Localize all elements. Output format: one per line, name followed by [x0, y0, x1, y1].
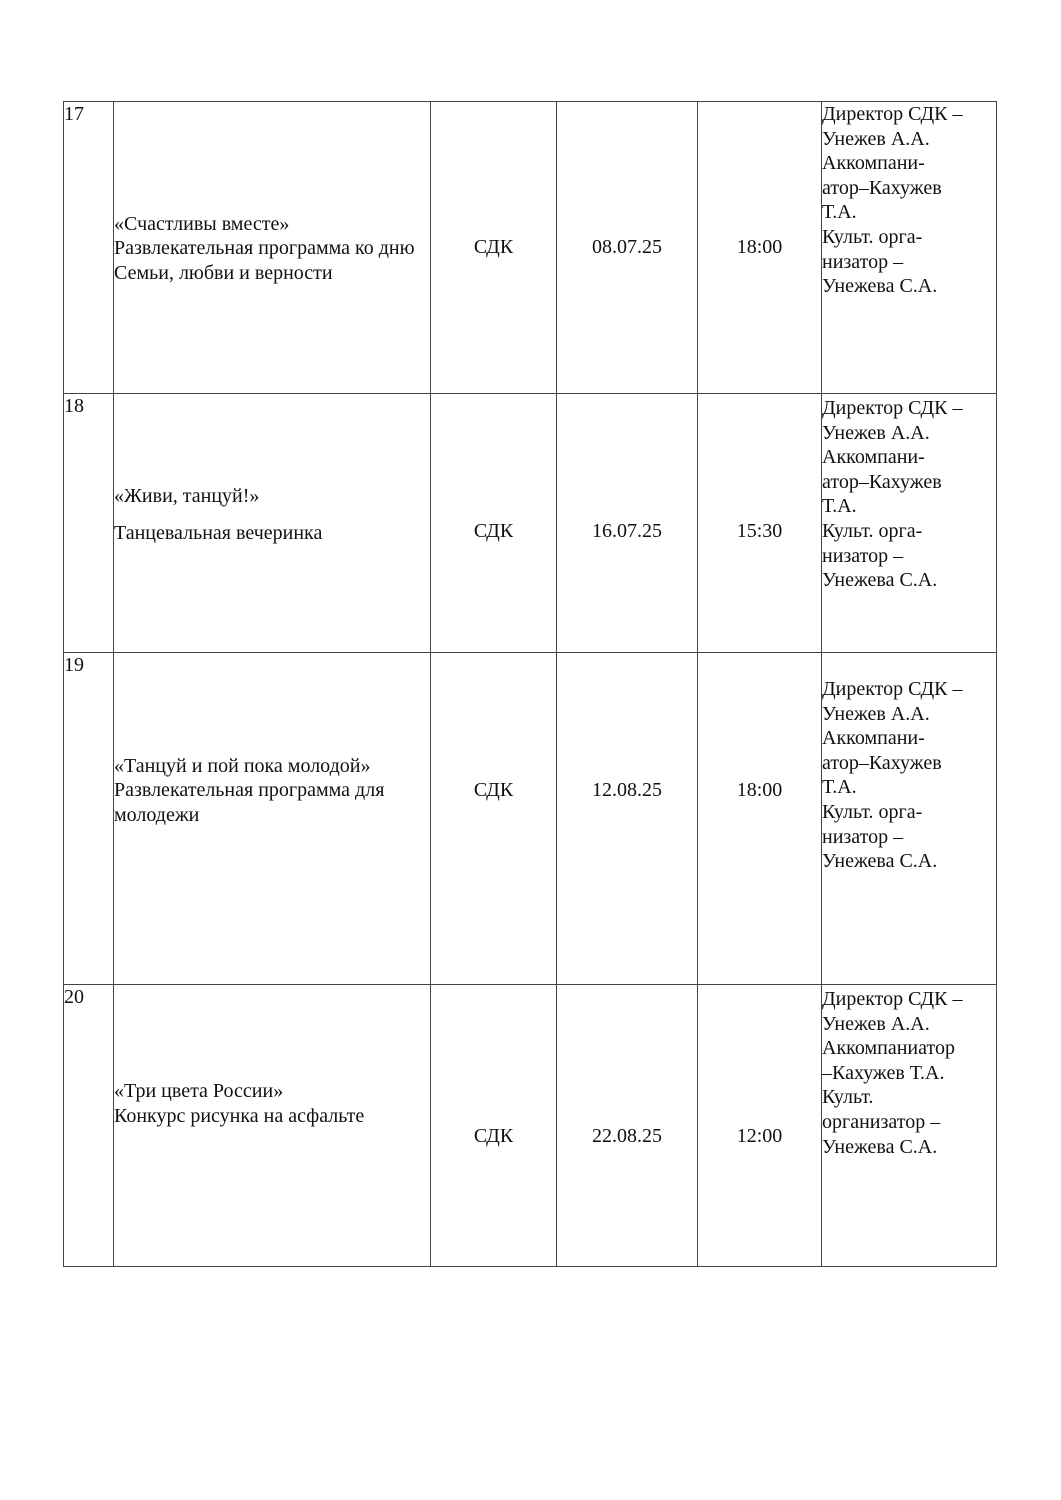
event-description: Конкурс рисунка на асфальте	[114, 1104, 365, 1127]
table-row	[64, 653, 997, 985]
event-cell	[114, 985, 431, 1267]
event-cell	[114, 102, 431, 394]
event-description: Развлекательная программа ко дню Семьи, любви и верности	[114, 237, 415, 284]
event-description: Развлекательная программа для молодежи	[114, 779, 385, 826]
responsible-line: низатор –	[822, 544, 904, 567]
responsible-line: атор–Кахужев	[822, 751, 942, 774]
events-schedule-table	[63, 101, 997, 1267]
table-row	[64, 394, 997, 653]
row-number: 20	[64, 985, 114, 1267]
event-place: СДК	[431, 985, 557, 1267]
responsible-line: низатор –	[822, 825, 904, 848]
event-cell	[114, 653, 431, 985]
responsible-line: Культ.	[822, 1086, 874, 1109]
event-date: 12.08.25	[557, 653, 698, 985]
event-place: СДК	[431, 653, 557, 985]
event-date: 16.07.25	[557, 394, 698, 653]
event-date: 22.08.25	[557, 985, 698, 1267]
responsible-line: Директор СДК –	[822, 397, 963, 419]
responsible-line: низатор –	[822, 250, 904, 273]
row-number: 17	[64, 102, 114, 394]
responsible-line: Унежев А.А.	[822, 702, 930, 725]
responsible-line: атор–Кахужев	[822, 176, 942, 199]
responsible-line: Унежев А.А.	[822, 127, 930, 150]
event-cell	[114, 394, 431, 653]
row-number: 18	[64, 394, 114, 653]
responsible-cell	[822, 985, 997, 1267]
responsible-line: Аккомпани-	[822, 446, 925, 469]
responsible-line: Унежев А.А.	[822, 421, 930, 444]
event-time: 18:00	[698, 102, 822, 394]
responsible-line: Т.А.	[822, 495, 857, 518]
responsible-line: Культ. орга-	[822, 519, 923, 542]
responsible-line: организатор –	[822, 1110, 941, 1133]
event-date: 08.07.25	[557, 102, 698, 394]
row-number: 19	[64, 653, 114, 985]
responsible-line: Т.А.	[822, 776, 857, 799]
responsible-line: Директор СДК –	[822, 988, 963, 1010]
responsible-line: Унежев А.А.	[822, 1012, 930, 1035]
table-row	[64, 985, 997, 1267]
responsible-line: Директор СДК –	[822, 678, 963, 700]
event-title: «Счастливы вместе»	[114, 212, 290, 235]
responsible-line: Культ. орга-	[822, 800, 923, 823]
responsible-line: Директор СДК –	[822, 103, 963, 125]
responsible-line: Аккомпаниатор	[822, 1037, 955, 1060]
event-title: «Живи, танцуй!»	[114, 485, 260, 508]
responsible-line: Унежева С.А.	[822, 275, 938, 298]
responsible-cell	[822, 394, 997, 653]
event-description: Танцевальная вечеринка	[114, 522, 323, 544]
responsible-line: Культ. орга-	[822, 225, 923, 248]
event-title: «Три цвета России»	[114, 1079, 284, 1102]
event-place: СДК	[431, 394, 557, 653]
event-time: 18:00	[698, 653, 822, 985]
event-title: «Танцуй и пой пока молодой»	[114, 754, 371, 777]
responsible-line: атор–Кахужев	[822, 470, 942, 493]
responsible-line: Аккомпани-	[822, 727, 925, 750]
event-place: СДК	[431, 102, 557, 394]
table-row	[64, 102, 997, 394]
responsible-cell	[822, 653, 997, 985]
responsible-line: Унежева С.А.	[822, 850, 938, 873]
responsible-line: Унежева С.А.	[822, 569, 938, 592]
responsible-line: Т.А.	[822, 201, 857, 224]
event-time: 15:30	[698, 394, 822, 653]
event-time: 12:00	[698, 985, 822, 1267]
responsible-line: –Кахужев Т.А.	[822, 1061, 945, 1084]
responsible-cell	[822, 102, 997, 394]
responsible-line: Унежева С.А.	[822, 1135, 938, 1158]
responsible-line: Аккомпани-	[822, 152, 925, 175]
